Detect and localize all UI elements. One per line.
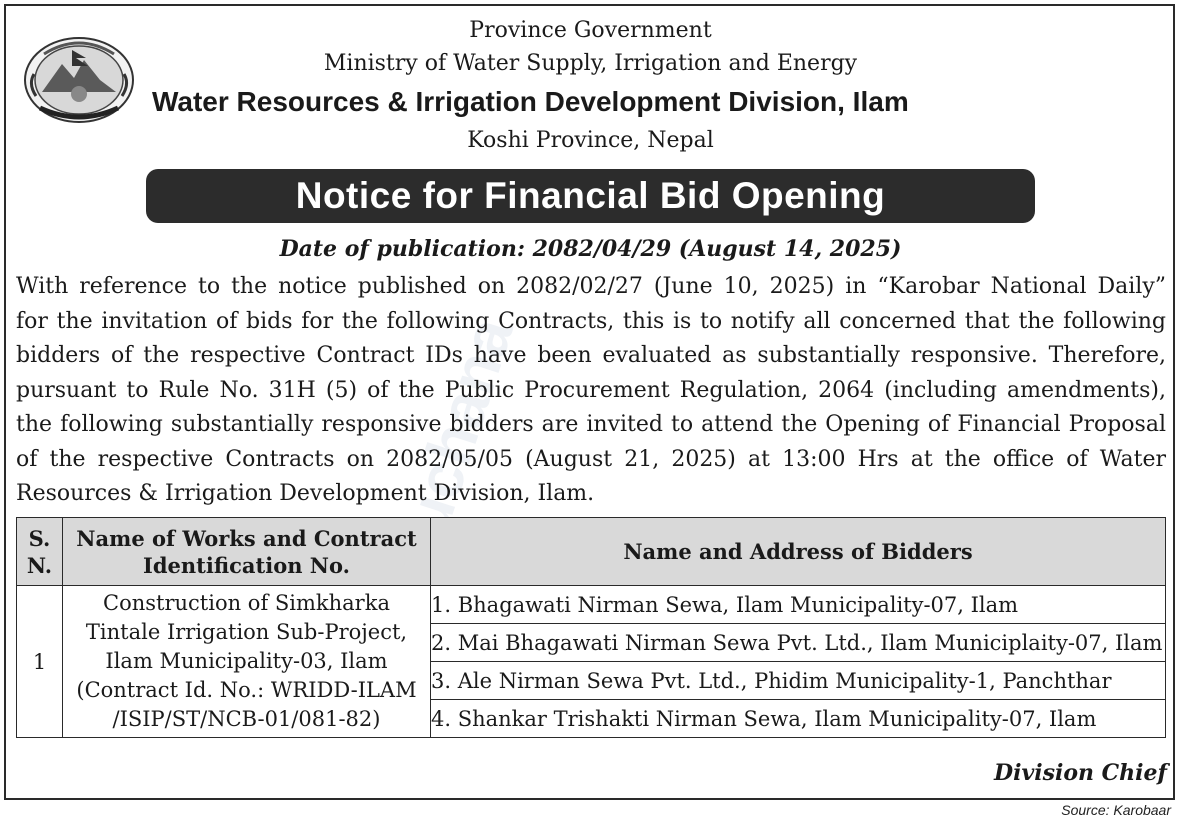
government-line: Province Government bbox=[469, 18, 712, 43]
body-line: Resources & Irrigation Development Division, Ilam. bbox=[16, 481, 595, 506]
body-line: the following substantially responsive bidders are invited to attend the Opening of Financial Proposal bbox=[16, 412, 1166, 437]
work-line: (Contract Id. No.: WRIDD-ILAM bbox=[76, 678, 417, 702]
bidder-cell: 1. Bhagawati Nirman Sewa, Ilam Municipality-07, Ilam bbox=[431, 586, 1166, 624]
bidder-cell: 4. Shankar Trishakti Nirman Sewa, Ilam Municipality-07, Ilam bbox=[431, 700, 1166, 738]
notice-title: Notice for Financial Bid Opening bbox=[295, 175, 886, 216]
work-line: Ilam Municipality-03, Ilam bbox=[105, 649, 388, 673]
bidder-cell: 3. Ale Nirman Sewa Pvt. Ltd., Phidim Municipality-1, Panchthar bbox=[431, 662, 1166, 700]
body-line: bidders of the respective Contract IDs have been evaluated as substantially responsive. Therefore, bbox=[16, 343, 1166, 368]
body-line: With reference to the notice published on 2082/02/27 (June 10, 2025) in “Karobar National Daily” bbox=[16, 274, 1166, 299]
header-work-line1: Name of Works and Contract bbox=[76, 525, 417, 551]
ministry-line: Ministry of Water Supply, Irrigation and Energy bbox=[323, 51, 858, 76]
work-cell bbox=[63, 586, 431, 738]
office-name: Water Resources & Irrigation Development Division, Ilam bbox=[152, 86, 909, 117]
source-credit: Source: Karobaar bbox=[1061, 802, 1171, 818]
signature-title: Division Chief bbox=[994, 760, 1167, 786]
header-sn-line1: S. bbox=[28, 525, 51, 551]
header-work-line2: Identification No. bbox=[143, 552, 350, 578]
bidder-cell: 2. Mai Bhagawati Nirman Sewa Pvt. Ltd., Ilam Municiplaity-07, Ilam bbox=[431, 624, 1166, 662]
bidders-table bbox=[16, 517, 1166, 738]
table-row bbox=[17, 586, 1166, 624]
body-line: pursuant to Rule No. 31H (5) of the Public Procurement Regulation, 2064 (including amendments), bbox=[16, 377, 1166, 403]
header-sn bbox=[17, 518, 63, 586]
work-line: Tintale Irrigation Sub-Project, bbox=[85, 620, 408, 644]
body-line: for the invitation of bids for the following Contracts, this is to notify all concerned that the following bbox=[16, 308, 1166, 334]
sn-cell: 1 bbox=[17, 586, 63, 738]
table-header-row bbox=[17, 518, 1166, 586]
header-bidders: Name and Address of Bidders bbox=[431, 518, 1166, 586]
body-line: of the respective Contracts on 2082/05/05 (August 21, 2025) at 13:00 Hrs at the office of Water bbox=[16, 446, 1166, 472]
work-line: /ISIP/ST/NCB-01/081-82) bbox=[112, 707, 381, 731]
header-sn-line2: N. bbox=[26, 552, 53, 578]
work-line: Construction of Simkharka bbox=[103, 591, 390, 615]
title-banner bbox=[146, 169, 1035, 223]
header-work bbox=[63, 518, 431, 586]
publication-date: Date of publication: 2082/04/29 (August 14, 2025) bbox=[279, 236, 902, 262]
nepal-emblem-icon bbox=[22, 34, 136, 126]
notice-body bbox=[16, 270, 1166, 512]
location-line: Koshi Province, Nepal bbox=[467, 128, 714, 153]
